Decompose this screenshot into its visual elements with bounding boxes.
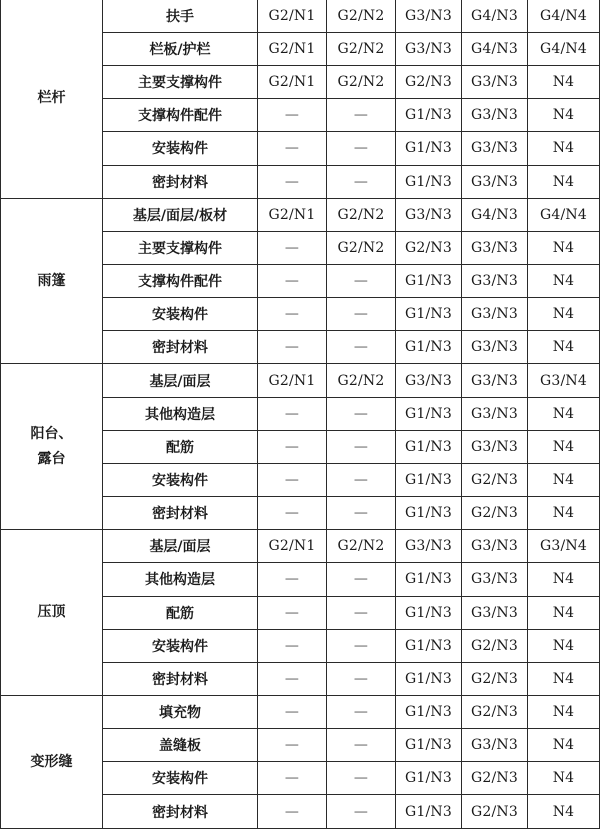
- grade-cell-col-2: —: [327, 264, 396, 297]
- grade-cell-col-4: G3/N3: [462, 331, 528, 364]
- grade-cell-col-5: N4: [528, 662, 600, 695]
- component-cell: 安装构件: [103, 298, 258, 331]
- grade-cell-col-3: G1/N3: [396, 463, 462, 496]
- grade-cell-col-4: G4/N3: [462, 198, 528, 231]
- grade-cell-col-2: —: [327, 430, 396, 463]
- grade-cell-col-5: N4: [528, 165, 600, 198]
- grade-cell-col-5: N4: [528, 231, 600, 264]
- grade-cell-col-1: G2/N1: [258, 32, 327, 65]
- component-cell: 支撑构件配件: [103, 99, 258, 132]
- grade-cell-col-5: N4: [528, 563, 600, 596]
- component-cell: 密封材料: [103, 795, 258, 829]
- grade-cell-col-3: G3/N3: [396, 364, 462, 397]
- grade-cell-col-1: —: [258, 563, 327, 596]
- component-cell: 盖缝板: [103, 729, 258, 762]
- grade-cell-col-2: —: [327, 463, 396, 496]
- table-row: [1, 530, 600, 563]
- group-cell-railing: [1, 0, 103, 198]
- grade-cell-col-4: G3/N3: [462, 729, 528, 762]
- grade-cell-col-1: —: [258, 99, 327, 132]
- grade-cell-col-2: G2/N2: [327, 530, 396, 563]
- grade-cell-col-2: —: [327, 629, 396, 662]
- grade-cell-col-3: G3/N3: [396, 32, 462, 65]
- grade-cell-col-4: G3/N3: [462, 397, 528, 430]
- grade-cell-col-2: G2/N2: [327, 231, 396, 264]
- grade-cell-col-1: —: [258, 696, 327, 729]
- grade-cell-col-2: —: [327, 397, 396, 430]
- grade-cell-col-5: N4: [528, 762, 600, 795]
- component-cell: 安装构件: [103, 132, 258, 165]
- grade-cell-col-5: N4: [528, 66, 600, 99]
- grade-cell-col-1: —: [258, 397, 327, 430]
- grade-cell-col-1: G2/N1: [258, 0, 327, 32]
- grade-cell-col-1: —: [258, 165, 327, 198]
- component-cell: 扶手: [103, 0, 258, 32]
- grade-cell-col-2: —: [327, 165, 396, 198]
- grade-cell-col-1: —: [258, 795, 327, 829]
- grade-cell-col-4: G3/N3: [462, 66, 528, 99]
- grade-cell-col-2: —: [327, 729, 396, 762]
- grade-cell-col-4: G2/N3: [462, 463, 528, 496]
- component-cell: 基层/面层/板材: [103, 198, 258, 231]
- grade-cell-col-3: G1/N3: [396, 99, 462, 132]
- grade-cell-col-4: G3/N3: [462, 231, 528, 264]
- grade-cell-col-3: G1/N3: [396, 729, 462, 762]
- grade-cell-col-4: G3/N3: [462, 430, 528, 463]
- component-cell: 基层/面层: [103, 530, 258, 563]
- group-label: 变形缝: [30, 753, 73, 770]
- grade-cell-col-3: G2/N3: [396, 231, 462, 264]
- grade-cell-col-4: G3/N3: [462, 132, 528, 165]
- component-cell: 其他构造层: [103, 563, 258, 596]
- grade-cell-col-4: G3/N3: [462, 596, 528, 629]
- grade-cell-col-1: —: [258, 331, 327, 364]
- group-cell-coping: [1, 530, 103, 696]
- table-row: [1, 696, 600, 729]
- component-cell: 配筋: [103, 430, 258, 463]
- grade-cell-col-2: —: [327, 762, 396, 795]
- grade-cell-col-1: —: [258, 430, 327, 463]
- grade-cell-col-3: G3/N3: [396, 530, 462, 563]
- grade-cell-col-1: —: [258, 497, 327, 530]
- grade-cell-col-2: —: [327, 298, 396, 331]
- grade-cell-col-3: G1/N3: [396, 331, 462, 364]
- grade-cell-col-4: G3/N3: [462, 264, 528, 297]
- component-cell: 密封材料: [103, 662, 258, 695]
- grade-cell-col-1: —: [258, 264, 327, 297]
- grade-cell-col-5: G4/N4: [528, 0, 600, 32]
- grade-cell-col-2: —: [327, 696, 396, 729]
- grade-cell-col-1: G2/N1: [258, 198, 327, 231]
- grade-cell-col-3: G1/N3: [396, 563, 462, 596]
- component-cell: 填充物: [103, 696, 258, 729]
- grade-cell-col-2: G2/N2: [327, 364, 396, 397]
- grade-cell-col-4: G3/N3: [462, 298, 528, 331]
- grade-cell-col-1: —: [258, 662, 327, 695]
- grade-cell-col-2: —: [327, 563, 396, 596]
- grade-cell-col-3: G1/N3: [396, 795, 462, 829]
- grade-cell-col-3: G1/N3: [396, 430, 462, 463]
- grade-cell-col-3: G3/N3: [396, 198, 462, 231]
- grade-cell-col-3: G1/N3: [396, 696, 462, 729]
- component-cell: 配筋: [103, 596, 258, 629]
- grade-cell-col-4: G4/N3: [462, 32, 528, 65]
- grade-cell-col-3: G1/N3: [396, 497, 462, 530]
- grade-cell-col-5: N4: [528, 596, 600, 629]
- grade-cell-col-5: N4: [528, 264, 600, 297]
- grade-cell-col-5: N4: [528, 99, 600, 132]
- grade-cell-col-2: —: [327, 795, 396, 829]
- grade-cell-col-2: G2/N2: [327, 66, 396, 99]
- grade-cell-col-5: N4: [528, 696, 600, 729]
- table-row: [1, 364, 600, 397]
- grade-cell-col-1: —: [258, 762, 327, 795]
- grade-cell-col-4: G2/N3: [462, 629, 528, 662]
- component-cell: 安装构件: [103, 762, 258, 795]
- grade-cell-col-2: —: [327, 662, 396, 695]
- group-cell-balcony: [1, 364, 103, 530]
- component-cell: 栏板/护栏: [103, 32, 258, 65]
- grade-cell-col-5: N4: [528, 497, 600, 530]
- grade-cell-col-4: G3/N3: [462, 165, 528, 198]
- grade-cell-col-4: G3/N3: [462, 364, 528, 397]
- group-label: 雨篷: [37, 272, 66, 289]
- grade-cell-col-1: —: [258, 596, 327, 629]
- grade-cell-col-3: G1/N3: [396, 662, 462, 695]
- grade-cell-col-5: G4/N4: [528, 198, 600, 231]
- grade-cell-col-3: G1/N3: [396, 397, 462, 430]
- grade-cell-col-1: —: [258, 298, 327, 331]
- group-label: 阳台、露台: [30, 425, 73, 467]
- grade-cell-col-5: G4/N4: [528, 32, 600, 65]
- grade-cell-col-3: G1/N3: [396, 132, 462, 165]
- grade-cell-col-4: G2/N3: [462, 795, 528, 829]
- grade-cell-col-4: G3/N3: [462, 530, 528, 563]
- grade-cell-col-1: G2/N1: [258, 364, 327, 397]
- grade-cell-col-1: G2/N1: [258, 530, 327, 563]
- component-cell: 基层/面层: [103, 364, 258, 397]
- grade-cell-col-1: G2/N1: [258, 66, 327, 99]
- grade-cell-col-4: G4/N3: [462, 0, 528, 32]
- grade-cell-col-2: —: [327, 99, 396, 132]
- component-cell: 主要支撑构件: [103, 66, 258, 99]
- grade-cell-col-2: —: [327, 331, 396, 364]
- table-row: [1, 0, 600, 32]
- grade-cell-col-1: —: [258, 231, 327, 264]
- component-cell: 支撑构件配件: [103, 264, 258, 297]
- grade-cell-col-2: G2/N2: [327, 198, 396, 231]
- group-cell-canopy: [1, 198, 103, 364]
- table-body: [1, 0, 600, 829]
- grade-cell-col-5: N4: [528, 298, 600, 331]
- grade-cell-col-4: G2/N3: [462, 696, 528, 729]
- grade-cell-col-3: G3/N3: [396, 0, 462, 32]
- grade-cell-col-5: G3/N4: [528, 530, 600, 563]
- component-cell: 密封材料: [103, 165, 258, 198]
- grade-cell-col-1: —: [258, 629, 327, 662]
- grade-cell-col-2: G2/N2: [327, 0, 396, 32]
- grade-cell-col-4: G3/N3: [462, 563, 528, 596]
- component-cell: 其他构造层: [103, 397, 258, 430]
- table-row: [1, 198, 600, 231]
- grade-cell-col-5: N4: [528, 729, 600, 762]
- grade-cell-col-2: —: [327, 497, 396, 530]
- grade-cell-col-5: N4: [528, 132, 600, 165]
- grade-cell-col-2: G2/N2: [327, 32, 396, 65]
- grade-cell-col-5: G3/N4: [528, 364, 600, 397]
- grade-cell-col-1: —: [258, 132, 327, 165]
- group-label: 压顶: [37, 604, 66, 621]
- grade-cell-col-3: G2/N3: [396, 66, 462, 99]
- grade-cell-col-4: G2/N3: [462, 762, 528, 795]
- grade-cell-col-3: G1/N3: [396, 762, 462, 795]
- grade-cell-col-5: N4: [528, 331, 600, 364]
- grade-cell-col-3: G1/N3: [396, 165, 462, 198]
- grade-cell-col-1: —: [258, 729, 327, 762]
- component-cell: 主要支撑构件: [103, 231, 258, 264]
- grade-cell-col-2: —: [327, 132, 396, 165]
- grade-cell-col-3: G1/N3: [396, 264, 462, 297]
- component-cell: 安装构件: [103, 629, 258, 662]
- grade-cell-col-5: N4: [528, 629, 600, 662]
- grade-cell-col-5: N4: [528, 397, 600, 430]
- grade-cell-col-3: G1/N3: [396, 596, 462, 629]
- grade-cell-col-4: G2/N3: [462, 662, 528, 695]
- component-cell: 密封材料: [103, 331, 258, 364]
- grade-cell-col-4: G2/N3: [462, 497, 528, 530]
- group-cell-joint: [1, 696, 103, 829]
- grade-cell-col-1: —: [258, 463, 327, 496]
- grade-cell-col-2: —: [327, 596, 396, 629]
- component-cell: 密封材料: [103, 497, 258, 530]
- grade-cell-col-3: G1/N3: [396, 629, 462, 662]
- grade-cell-col-3: G1/N3: [396, 298, 462, 331]
- grade-cell-col-5: N4: [528, 430, 600, 463]
- grade-cell-col-5: N4: [528, 795, 600, 829]
- grade-cell-col-4: G3/N3: [462, 99, 528, 132]
- grade-cell-col-5: N4: [528, 463, 600, 496]
- group-label: 栏杆: [37, 90, 66, 107]
- component-cell: 安装构件: [103, 463, 258, 496]
